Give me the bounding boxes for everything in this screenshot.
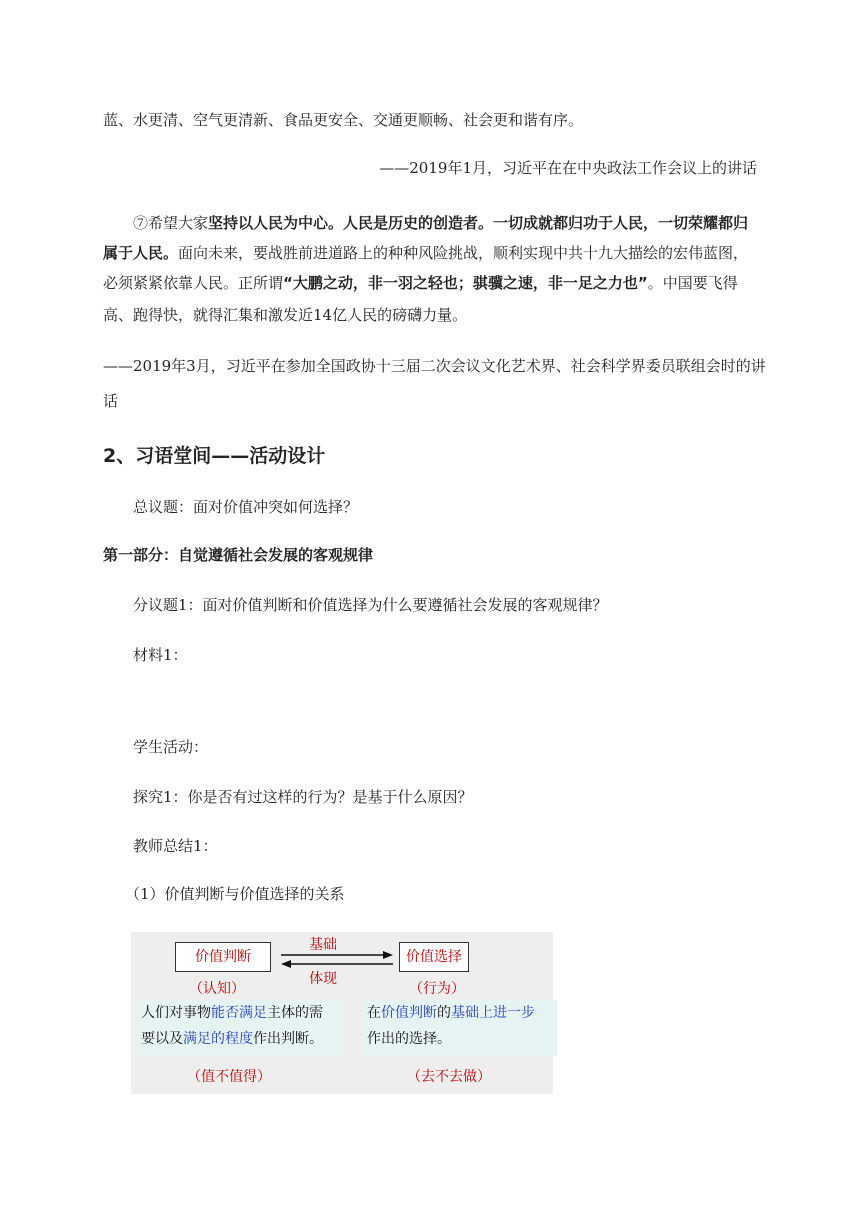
text-normal: ⑦希望大家 bbox=[133, 214, 209, 232]
topic: 总议题：面对价值冲突如何选择？ bbox=[133, 498, 359, 516]
text-bold: 属于人民。 bbox=[103, 244, 179, 262]
note-text: 要以及 bbox=[141, 1031, 183, 1047]
value-choice-note bbox=[363, 1000, 557, 1056]
value-judgment-note bbox=[137, 1000, 341, 1056]
source-citation: ——2019年1月，习近平在在中央政法工作会议上的讲话 bbox=[379, 159, 757, 177]
note-text: 作出判断。 bbox=[253, 1031, 323, 1047]
note-text: 作出的选择。 bbox=[367, 1031, 451, 1047]
note-highlight: 价值判断 bbox=[381, 1005, 437, 1021]
do-or-not-label: （去不去做） bbox=[407, 1069, 491, 1085]
source-citation: ——2019年3月，习近平在参加全国政协十三届二次会议文化艺术界、社会科学界委员联组会时的讲 bbox=[103, 357, 766, 375]
material-label: 材料1： bbox=[133, 646, 188, 664]
text-normal: 必须紧紧依靠人民。正所谓 bbox=[103, 274, 284, 292]
paragraph-line bbox=[133, 213, 748, 233]
paragraph-line bbox=[103, 243, 748, 263]
worth-label: （值不值得） bbox=[187, 1069, 271, 1085]
quote-bold: “大鹏之动，非一羽之轻也；骐骥之速，非一足之力也” bbox=[283, 274, 648, 292]
teacher-summary-label: 教师总结1： bbox=[133, 837, 218, 855]
paragraph-line: 高、跑得快，就得汇集和激发近14亿人民的磅礴力量。 bbox=[103, 306, 468, 324]
activity-label: 学生活动： bbox=[133, 738, 209, 756]
relation-diagram bbox=[131, 932, 553, 1094]
arrow-bottom-label: 体现 bbox=[309, 971, 337, 987]
note-text: 的 bbox=[437, 1005, 451, 1021]
text-normal: 。中国要飞得 bbox=[647, 274, 738, 292]
text-normal: 面向未来，要战胜前进道路上的种种风险挑战，顺利实现中共十九大描绘的宏伟蓝图， bbox=[178, 244, 749, 262]
note-highlight: 能否满足 bbox=[211, 1005, 267, 1021]
double-arrow-icon bbox=[279, 950, 395, 972]
sub-topic: 分议题1：面对价值判断和价值选择为什么要遵循社会发展的客观规律？ bbox=[133, 596, 608, 614]
inquiry: 探究1：你是否有过这样的行为？是基于什么原因？ bbox=[133, 788, 473, 806]
cognition-label: （认知） bbox=[189, 981, 245, 997]
note-text: 人们对事物 bbox=[141, 1005, 211, 1021]
note-highlight: 满足的程度 bbox=[183, 1031, 253, 1047]
note-highlight: 基础上进一步 bbox=[451, 1005, 535, 1021]
relation-heading: （1）价值判断与价值选择的关系 bbox=[125, 885, 345, 903]
text-bold: 坚持以人民为中心。人民是历史的创造者。一切成就都归功于人民，一切荣耀都归 bbox=[208, 214, 749, 232]
note-text: 主体的需 bbox=[267, 1005, 323, 1021]
source-citation: 话 bbox=[103, 392, 119, 410]
part-heading: 第一部分：自觉遵循社会发展的客观规律 bbox=[103, 546, 374, 564]
note-text: 在 bbox=[367, 1005, 381, 1021]
value-choice-box: 价值选择 bbox=[399, 942, 469, 972]
section-heading: 2、习语堂间——活动设计 bbox=[103, 445, 326, 467]
paragraph-line: 蓝、水更清、空气更清新、食品更安全、交通更顺畅、社会更和谐有序。 bbox=[103, 111, 584, 129]
arrow-top-label: 基础 bbox=[309, 937, 337, 953]
value-judgment-box: 价值判断 bbox=[175, 942, 271, 972]
paragraph-line bbox=[103, 273, 738, 293]
behavior-label: （行为） bbox=[409, 981, 465, 997]
